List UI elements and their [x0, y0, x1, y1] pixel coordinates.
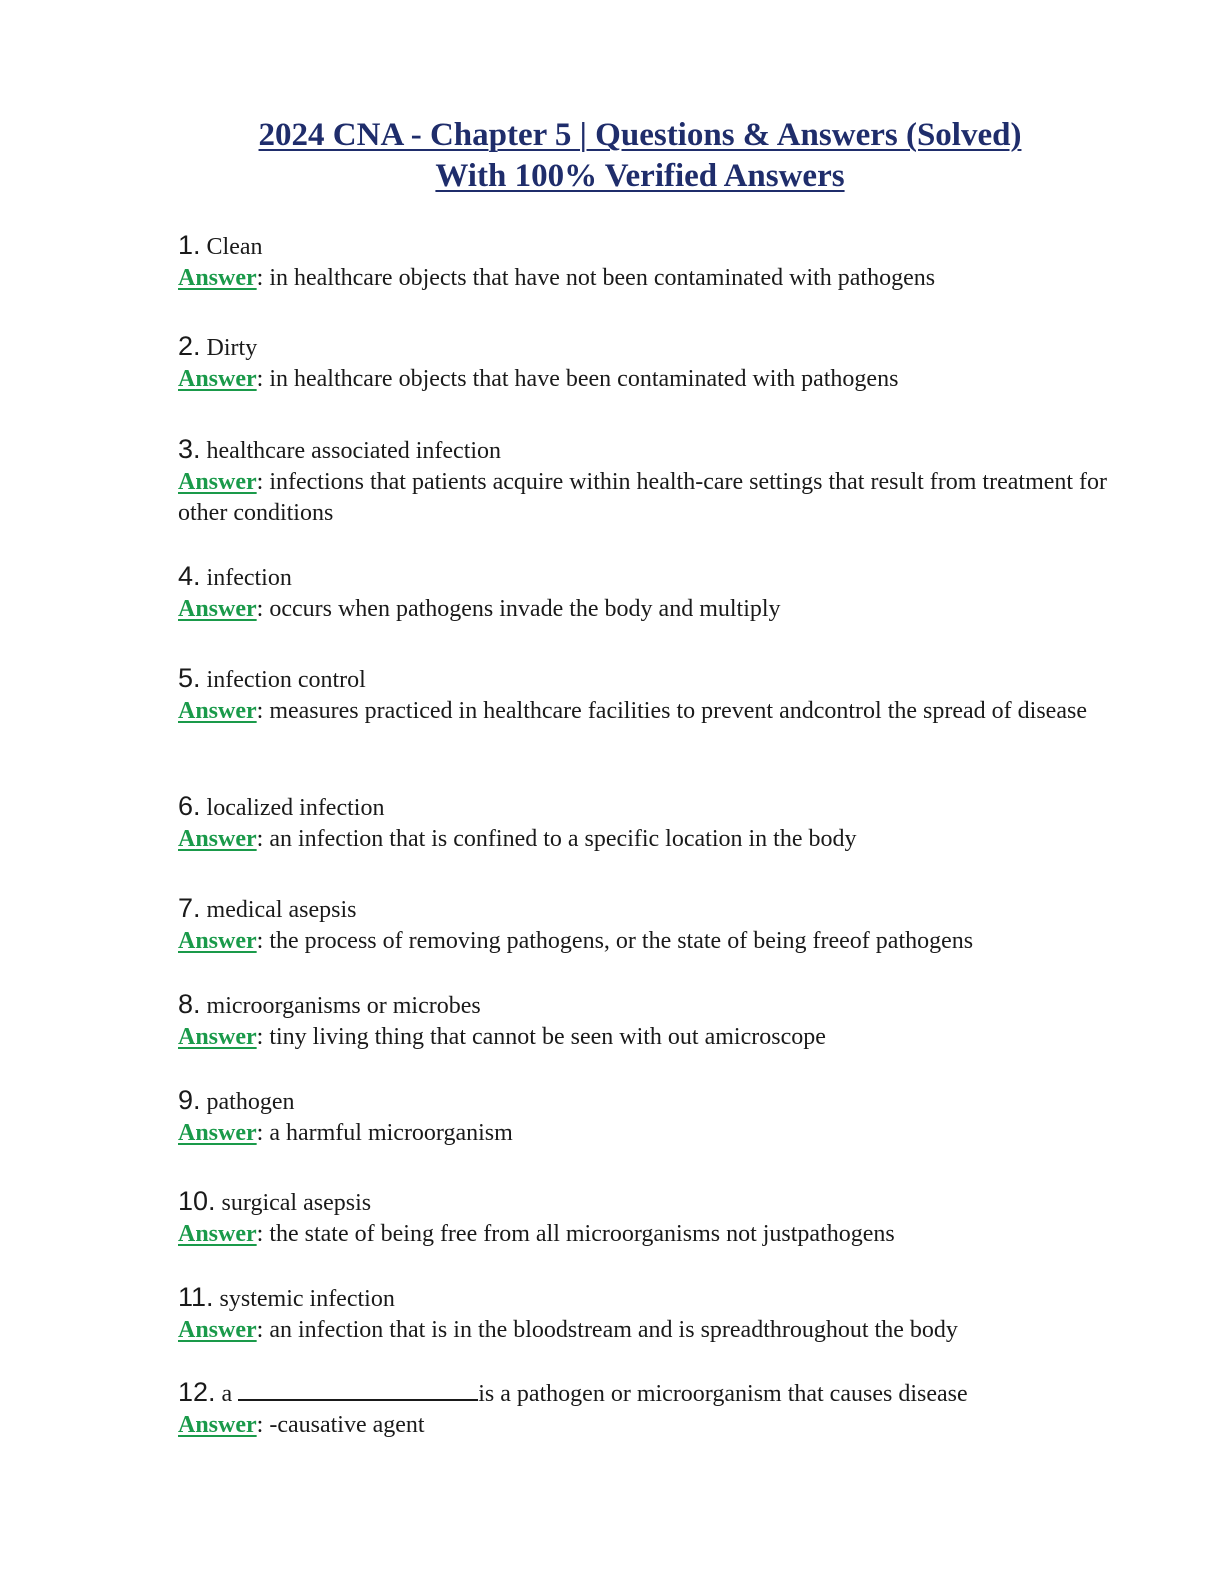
question-number: 8.	[178, 989, 201, 1019]
question-number: 1.	[178, 230, 201, 260]
answer-text: : tiny living thing that cannot be seen with out amicroscope	[256, 1024, 826, 1050]
question-text: infection	[206, 565, 292, 591]
question-number: 12.	[178, 1377, 216, 1407]
question-text-pre: a	[221, 1381, 233, 1407]
document-title-line-1: 2024 CNA - Chapter 5 | Questions & Answers (Solved)	[258, 117, 1022, 153]
answer-text: : occurs when pathogens invade the body and multiply	[256, 596, 781, 622]
answer	[178, 696, 1118, 727]
answer-label: Answer	[178, 1221, 257, 1247]
answer-text: : the state of being free from all microorganisms not justpathogens	[256, 1221, 895, 1247]
answer-label: Answer	[178, 265, 257, 291]
answer-text: : in healthcare objects that have been contaminated with pathogens	[256, 366, 899, 392]
question-text: microorganisms or microbes	[206, 993, 481, 1019]
question	[178, 331, 1118, 364]
answer-label: Answer	[178, 366, 257, 392]
question-text: infection control	[206, 667, 366, 693]
qa-item-5	[178, 663, 1118, 727]
question-text: pathogen	[206, 1089, 295, 1115]
answer-text: : measures practiced in healthcare facilities to prevent andcontrol the spread of disease	[256, 698, 1087, 724]
answer-label: Answer	[178, 1120, 257, 1146]
answer-label: Answer	[178, 1412, 257, 1438]
question-number: 9.	[178, 1085, 201, 1115]
fill-in-blank	[238, 1381, 478, 1401]
qa-item-8	[178, 989, 1118, 1053]
question	[178, 893, 1118, 926]
answer	[178, 1219, 1118, 1250]
answer-label: Answer	[178, 469, 257, 495]
qa-item-11	[178, 1282, 1118, 1346]
question	[178, 434, 1118, 467]
document-title-line-2: With 100% Verified Answers	[435, 158, 845, 194]
question-text: Dirty	[206, 335, 258, 361]
answer-text: : the process of removing pathogens, or the state of being freeof pathogens	[256, 928, 974, 954]
answer-text: : -causative agent	[256, 1412, 425, 1438]
question-text: surgical asepsis	[221, 1190, 372, 1216]
answer	[178, 824, 1118, 855]
qa-item-10	[178, 1186, 1118, 1250]
question	[178, 1377, 1118, 1410]
question-number: 11.	[178, 1282, 214, 1312]
qa-item-12	[178, 1377, 1118, 1441]
answer	[178, 1118, 1118, 1149]
question-text: medical asepsis	[206, 897, 357, 923]
answer	[178, 1410, 1118, 1441]
qa-item-2	[178, 331, 1118, 395]
question-number: 6.	[178, 791, 201, 821]
question	[178, 1186, 1118, 1219]
question-number: 4.	[178, 561, 201, 591]
answer	[178, 263, 1118, 294]
answer-label: Answer	[178, 698, 257, 724]
answer	[178, 467, 1118, 529]
question	[178, 561, 1118, 594]
answer-text: : infections that patients acquire within health-care settings that result from treatment for other conditions	[178, 469, 1108, 526]
qa-item-7	[178, 893, 1118, 957]
answer-text: : an infection that is in the bloodstream and is spreadthroughout the body	[256, 1317, 958, 1343]
question	[178, 791, 1118, 824]
question-number: 2.	[178, 331, 201, 361]
answer-text: : an infection that is confined to a specific location in the body	[256, 826, 857, 852]
question	[178, 663, 1118, 696]
qa-item-6	[178, 791, 1118, 855]
qa-item-9	[178, 1085, 1118, 1149]
answer-label: Answer	[178, 1024, 257, 1050]
question-number: 10.	[178, 1186, 216, 1216]
question	[178, 989, 1118, 1022]
answer-label: Answer	[178, 596, 257, 622]
question	[178, 1085, 1118, 1118]
question-text: healthcare associated infection	[206, 438, 502, 464]
question-text: localized infection	[206, 795, 385, 821]
answer	[178, 1022, 1118, 1053]
answer-label: Answer	[178, 826, 257, 852]
answer	[178, 926, 1118, 957]
answer-text: : a harmful microorganism	[256, 1120, 513, 1146]
answer-label: Answer	[178, 1317, 257, 1343]
question	[178, 1282, 1118, 1315]
question-text-post: is a pathogen or microorganism that causes disease	[478, 1381, 968, 1407]
answer	[178, 1315, 1118, 1346]
question-number: 3.	[178, 434, 201, 464]
question-number: 7.	[178, 893, 201, 923]
answer	[178, 594, 1118, 625]
question-number: 5.	[178, 663, 201, 693]
question-text: Clean	[206, 234, 263, 260]
qa-item-4	[178, 561, 1118, 625]
qa-item-1	[178, 230, 1118, 294]
question	[178, 230, 1118, 263]
answer-label: Answer	[178, 928, 257, 954]
question-text: systemic infection	[219, 1286, 395, 1312]
answer	[178, 364, 1118, 395]
answer-text: : in healthcare objects that have not been contaminated with pathogens	[256, 265, 936, 291]
qa-item-3	[178, 434, 1118, 529]
